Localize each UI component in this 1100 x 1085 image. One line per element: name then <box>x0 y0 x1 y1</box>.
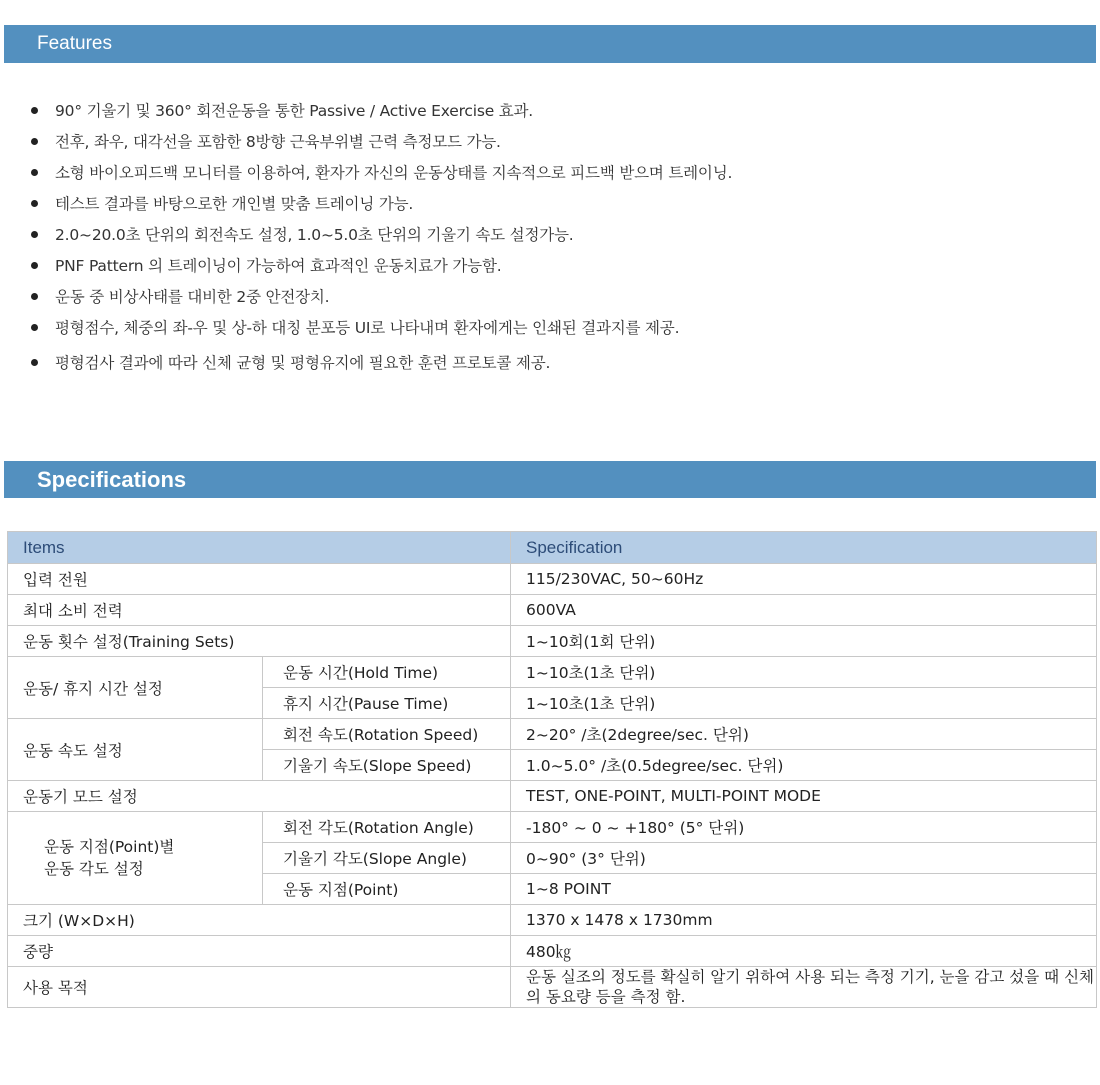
table-row <box>8 812 1097 843</box>
row-value: 1~8 POINT <box>511 874 1097 905</box>
table-row <box>8 781 1097 812</box>
bullet-icon <box>31 293 38 300</box>
feature-item: 평형점수, 체중의 좌-우 및 상-하 대칭 분포등 UI로 나타내며 환자에게는 인쇄된 결과지를 제공. <box>30 313 732 344</box>
feature-item: 2.0~20.0초 단위의 회전속도 설정, 1.0~5.0초 단위의 기울기 속도 설정가능. <box>30 220 732 251</box>
row-value: 1~10초(1초 단위) <box>511 688 1097 719</box>
row-label: 중량 <box>8 936 511 967</box>
table-row <box>8 905 1097 936</box>
bullet-icon <box>31 107 38 114</box>
features-title: Features <box>37 33 112 54</box>
row-group-label-line: 운동 각도 설정 <box>44 860 144 878</box>
bullet-icon <box>31 138 38 145</box>
table-row <box>8 967 1097 1008</box>
feature-item: 90° 기울기 및 360° 회전운동을 통한 Passive / Active Exercise 효과. <box>30 96 732 127</box>
row-sub-label: 회전 속도(Rotation Speed) <box>263 719 511 750</box>
row-sub-label: 운동 시간(Hold Time) <box>263 657 511 688</box>
row-label: 사용 목적 <box>8 967 511 1008</box>
table-row <box>8 657 1097 688</box>
row-value: 0~90° (3° 단위) <box>511 843 1097 874</box>
row-group-label: 운동/ 휴지 시간 설정 <box>8 657 263 719</box>
table-row <box>8 564 1097 595</box>
row-label: 운동기 모드 설정 <box>8 781 511 812</box>
specifications-section-bar <box>4 461 1096 498</box>
row-label: 크기 (W×D×H) <box>8 905 511 936</box>
row-sub-label: 휴지 시간(Pause Time) <box>263 688 511 719</box>
row-value: 1370 x 1478 x 1730mm <box>511 905 1097 936</box>
table-row <box>8 595 1097 626</box>
table-row <box>8 719 1097 750</box>
row-sub-label: 회전 각도(Rotation Angle) <box>263 812 511 843</box>
row-value: 1~10회(1회 단위) <box>511 626 1097 657</box>
bullet-icon <box>31 262 38 269</box>
row-value: 115/230VAC, 50~60Hz <box>511 564 1097 595</box>
bullet-icon <box>31 324 38 331</box>
bullet-icon <box>31 359 38 366</box>
feature-item: 평형검사 결과에 따라 신체 균형 및 평형유지에 필요한 훈련 프로토콜 제공. <box>30 348 732 379</box>
row-label: 최대 소비 전력 <box>8 595 511 626</box>
row-value: 480㎏ <box>511 936 1097 967</box>
header-specification: Specification <box>511 532 1097 564</box>
row-value: TEST, ONE-POINT, MULTI-POINT MODE <box>511 781 1097 812</box>
header-items: Items <box>8 532 511 564</box>
row-sub-label: 기울기 각도(Slope Angle) <box>263 843 511 874</box>
table-row <box>8 626 1097 657</box>
specifications-table <box>7 531 1097 1008</box>
feature-item: 소형 바이오피드백 모니터를 이용하여, 환자가 자신의 운동상태를 지속적으로 피드백 받으며 트레이닝. <box>30 158 732 189</box>
feature-item: 전후, 좌우, 대각선을 포함한 8방향 근육부위별 근력 측정모드 가능. <box>30 127 732 158</box>
row-value: 2~20° /초(2degree/sec. 단위) <box>511 719 1097 750</box>
bullet-icon <box>31 231 38 238</box>
table-header-row <box>8 532 1097 564</box>
feature-item: 테스트 결과를 바탕으로한 개인별 맞춤 트레이닝 가능. <box>30 189 732 220</box>
bullet-icon <box>31 169 38 176</box>
bullet-icon <box>31 200 38 207</box>
row-sub-label: 기울기 속도(Slope Speed) <box>263 750 511 781</box>
row-value: 600VA <box>511 595 1097 626</box>
specifications-title: Specifications <box>37 467 187 492</box>
features-list <box>30 96 732 379</box>
row-group-label: 운동 속도 설정 <box>8 719 263 781</box>
row-sub-label: 운동 지점(Point) <box>263 874 511 905</box>
feature-item: PNF Pattern 의 트레이닝이 가능하여 효과적인 운동치료가 가능함. <box>30 251 732 282</box>
feature-item: 운동 중 비상사태를 대비한 2중 안전장치. <box>30 282 732 313</box>
row-value: 1.0~5.0° /초(0.5degree/sec. 단위) <box>511 750 1097 781</box>
row-value: 1~10초(1초 단위) <box>511 657 1097 688</box>
features-section-bar <box>4 25 1096 63</box>
row-group-label <box>8 812 263 905</box>
row-label: 운동 횟수 설정(Training Sets) <box>8 626 511 657</box>
row-group-label-line: 운동 지점(Point)별 <box>44 838 175 856</box>
row-label: 입력 전원 <box>8 564 511 595</box>
row-value: -180° ~ 0 ~ +180° (5° 단위) <box>511 812 1097 843</box>
row-value: 운동 실조의 정도를 확실히 알기 위하여 사용 되는 측정 기기, 눈을 감고 섰을 때 신체의 동요량 등을 측정 함. <box>511 967 1097 1008</box>
table-row <box>8 936 1097 967</box>
